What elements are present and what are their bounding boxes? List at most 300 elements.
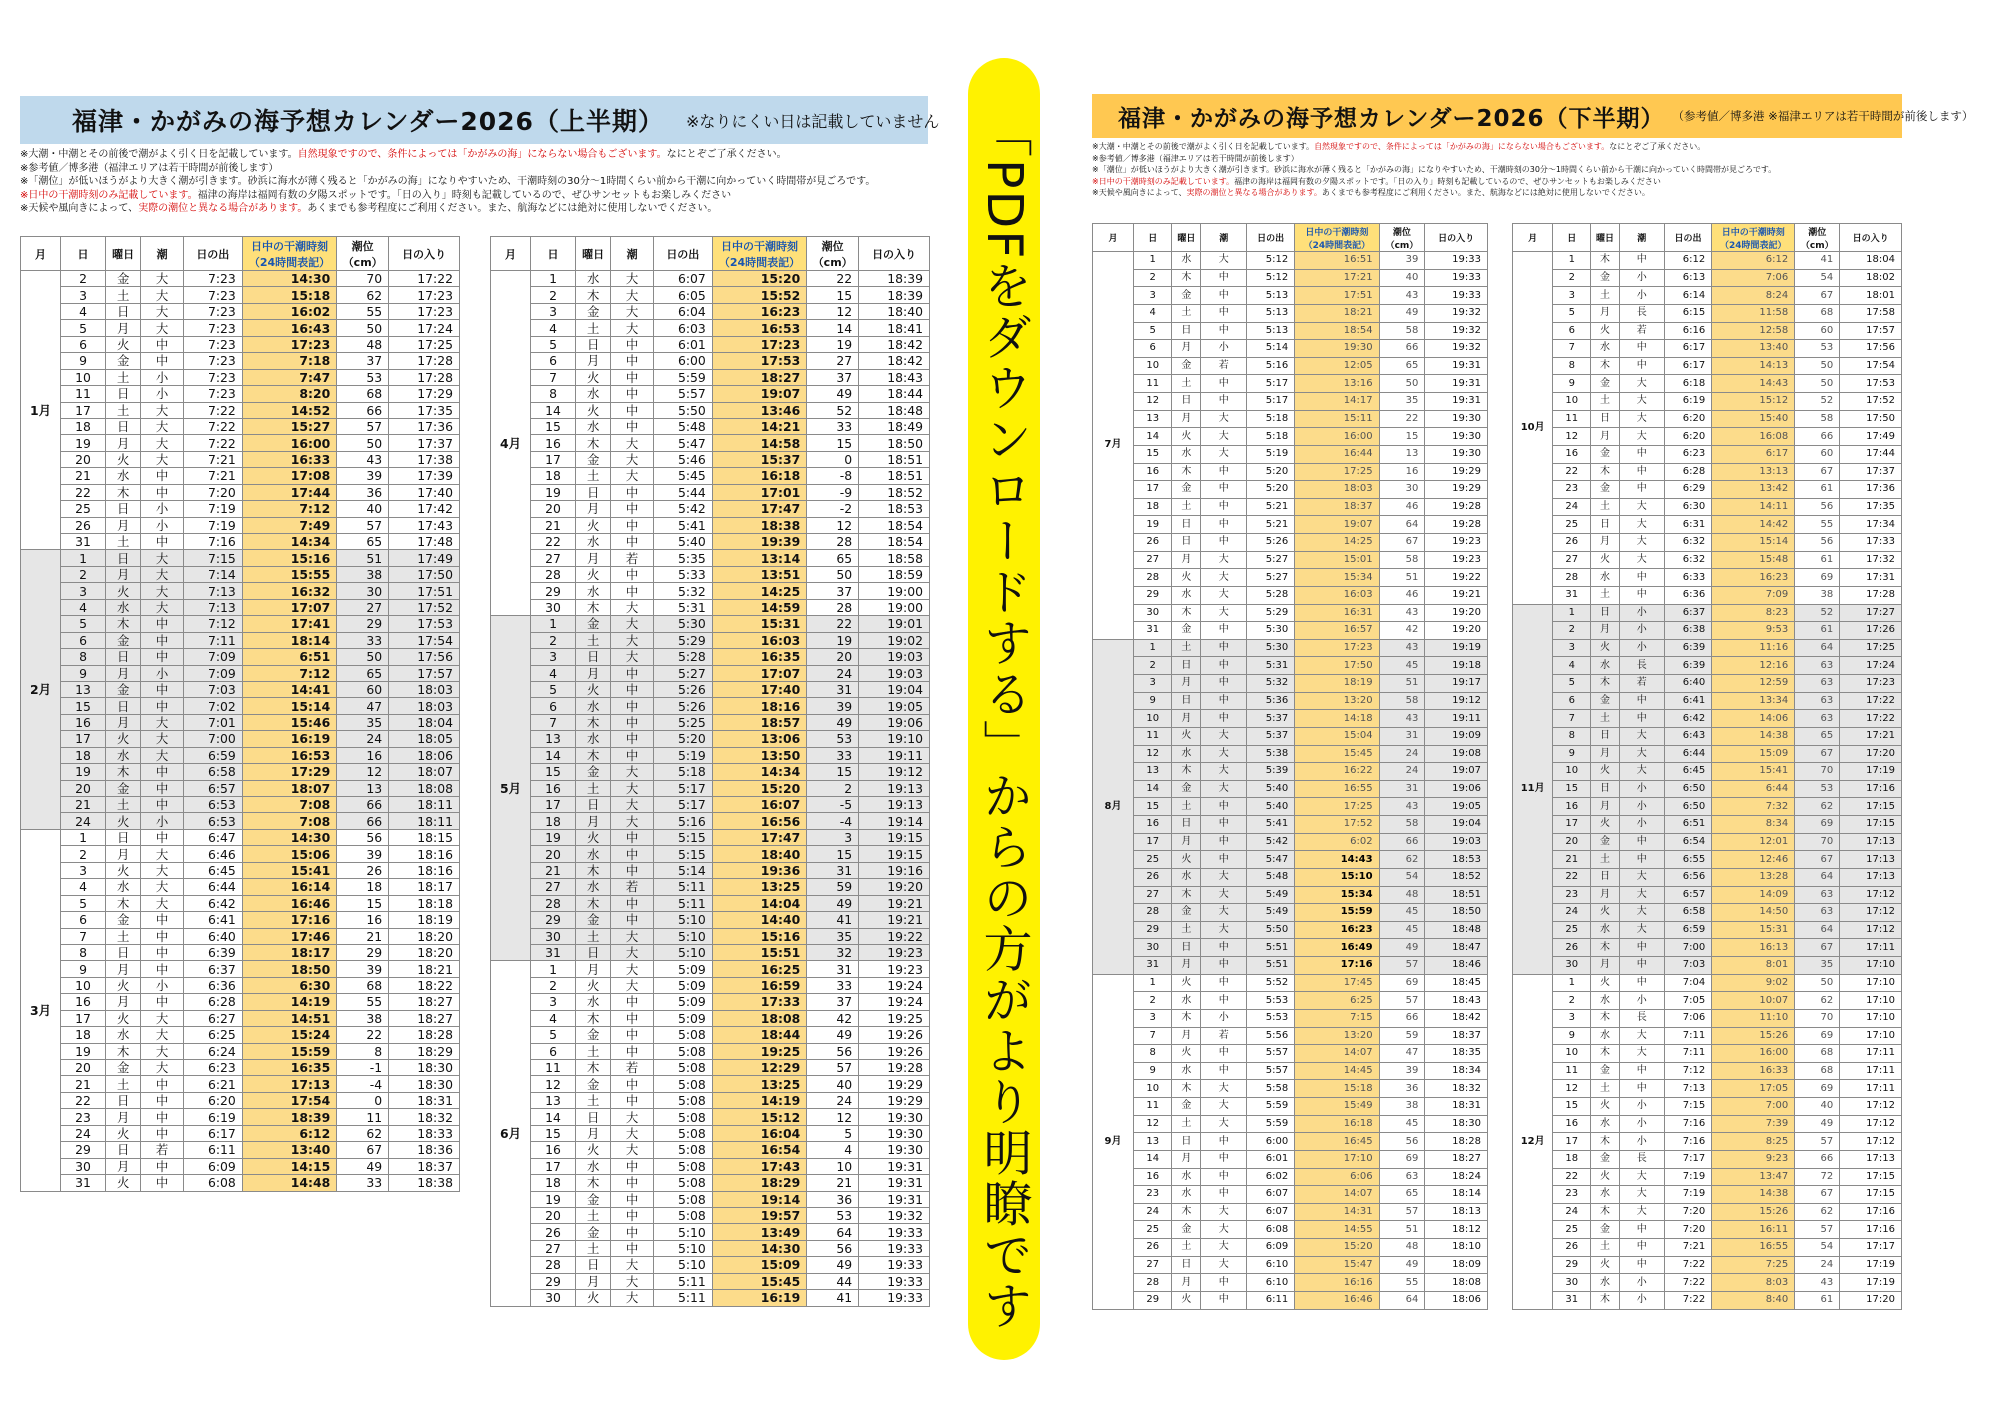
- weekday-cell: 木: [1172, 269, 1201, 287]
- day-cell: 9: [61, 961, 106, 977]
- level-cell: 43: [1795, 1274, 1840, 1292]
- sunset-cell: 19:13: [859, 780, 930, 796]
- tide-cell: 小: [1619, 1291, 1664, 1309]
- weekday-cell: 火: [575, 977, 610, 993]
- lowtide-cell: 19:30: [1295, 340, 1379, 358]
- table-row: [21, 1158, 460, 1174]
- table-row: [21, 303, 460, 319]
- table-row: [491, 928, 930, 944]
- lowtide-cell: 17:05: [1712, 1080, 1795, 1098]
- tide-cell: 中: [1619, 569, 1664, 587]
- sunset-cell: 19:00: [859, 599, 930, 615]
- table-row: [491, 944, 930, 960]
- level-cell: 22: [1379, 410, 1425, 428]
- tide-cell: 大: [141, 583, 183, 599]
- lowtide-cell: 16:44: [1295, 445, 1379, 463]
- table-row: [1513, 1098, 1902, 1116]
- download-pdf-banner[interactable]: [968, 58, 1040, 1360]
- table-row: [491, 649, 930, 665]
- weekday-cell: 木: [1591, 463, 1619, 481]
- weekday-cell: 日: [575, 1257, 610, 1273]
- level-cell: 26: [337, 862, 389, 878]
- day-cell: 7: [61, 928, 106, 944]
- tide-cell: 大: [1619, 745, 1664, 763]
- lowtide-cell: 14:19: [712, 1092, 806, 1108]
- level-cell: -8: [807, 468, 859, 484]
- weekday-cell: 日: [1591, 516, 1619, 534]
- sunrise-cell: 7:15: [1664, 1098, 1711, 1116]
- day-cell: 10: [1133, 710, 1172, 728]
- sunrise-cell: 7:23: [183, 320, 242, 336]
- day-cell: 17: [1133, 481, 1172, 499]
- lowtide-cell: 16:51: [1295, 252, 1379, 270]
- sunrise-cell: 5:30: [653, 616, 712, 632]
- lowtide-cell: 14:38: [1712, 1186, 1795, 1204]
- level-cell: 16: [337, 912, 389, 928]
- table-row: [491, 583, 930, 599]
- lowtide-cell: 15:26: [1712, 1027, 1795, 1045]
- level-cell: 19: [807, 336, 859, 352]
- header-tide: 潮: [1619, 224, 1664, 252]
- sunrise-cell: 7:13: [1664, 1080, 1711, 1098]
- weekday-cell: 火: [105, 1010, 140, 1026]
- sunset-cell: 19:33: [859, 1240, 930, 1256]
- level-cell: 39: [337, 846, 389, 862]
- sunrise-cell: 5:12: [1247, 252, 1295, 270]
- sunset-cell: 18:01: [1840, 287, 1902, 305]
- day-cell: 19: [531, 829, 576, 845]
- table-row: [21, 977, 460, 993]
- level-cell: 55: [1379, 1274, 1425, 1292]
- tide-cell: 大: [611, 616, 653, 632]
- day-cell: 17: [61, 731, 106, 747]
- sunset-cell: 19:12: [859, 764, 930, 780]
- level-cell: 43: [1379, 604, 1425, 622]
- day-cell: 20: [61, 1060, 106, 1076]
- tide-cell: 若: [611, 879, 653, 895]
- sunset-cell: 19:03: [859, 665, 930, 681]
- tide-cell: 中: [1201, 534, 1247, 552]
- level-cell: 20: [807, 649, 859, 665]
- level-cell: 49: [807, 895, 859, 911]
- weekday-cell: 木: [575, 599, 610, 615]
- tide-cell: 中: [1201, 957, 1247, 975]
- sunset-cell: 17:28: [1840, 586, 1902, 604]
- table-row: [1513, 498, 1902, 516]
- table-row: [1513, 974, 1902, 992]
- sunset-cell: 18:28: [389, 1027, 460, 1043]
- day-cell: 24: [61, 1125, 106, 1141]
- lowtide-cell: 16:43: [242, 320, 336, 336]
- level-cell: 61: [1795, 622, 1840, 640]
- weekday-cell: 土: [1172, 1239, 1201, 1257]
- header-level: [337, 237, 389, 271]
- weekday-cell: 水: [1172, 586, 1201, 604]
- weekday-cell: 月: [105, 566, 140, 582]
- tide-cell: 中: [611, 895, 653, 911]
- day-cell: 16: [531, 1142, 576, 1158]
- sunrise-cell: 7:03: [183, 681, 242, 697]
- level-cell: 67: [1795, 851, 1840, 869]
- tide-cell: 大: [1201, 727, 1247, 745]
- weekday-cell: 金: [1591, 1150, 1619, 1168]
- table-row: [21, 566, 460, 582]
- weekday-cell: 日: [1172, 393, 1201, 411]
- sunrise-cell: 6:32: [1664, 534, 1711, 552]
- sunset-cell: 17:12: [1840, 886, 1902, 904]
- tide-cell: 大: [1201, 428, 1247, 446]
- weekday-cell: 土: [575, 780, 610, 796]
- tide-cell: 小: [1619, 798, 1664, 816]
- table-row: [1513, 1027, 1902, 1045]
- weekday-cell: 月: [575, 1273, 610, 1289]
- sunset-cell: 19:20: [859, 879, 930, 895]
- table-row: [491, 846, 930, 862]
- weekday-cell: 土: [105, 287, 140, 303]
- sunrise-cell: 6:58: [183, 764, 242, 780]
- lowtide-cell: 16:11: [1712, 1221, 1795, 1239]
- lowtide-cell: 13:47: [1712, 1168, 1795, 1186]
- day-cell: 30: [1553, 1274, 1591, 1292]
- table-row: [1513, 921, 1902, 939]
- sunrise-cell: 7:20: [183, 484, 242, 500]
- table-row: [21, 928, 460, 944]
- day-cell: 11: [61, 386, 106, 402]
- sunrise-cell: 7:22: [183, 418, 242, 434]
- weekday-cell: 木: [575, 1175, 610, 1191]
- tide-cell: 大: [1619, 921, 1664, 939]
- sunrise-cell: 6:37: [183, 961, 242, 977]
- lowtide-cell: 18:21: [1295, 304, 1379, 322]
- level-cell: 40: [1379, 269, 1425, 287]
- table-row: [1093, 569, 1488, 587]
- tide-cell: 中: [141, 764, 183, 780]
- sunset-cell: 18:36: [389, 1142, 460, 1158]
- lowtide-cell: 17:44: [242, 484, 336, 500]
- weekday-cell: 金: [1591, 269, 1619, 287]
- weekday-cell: 水: [1591, 1027, 1619, 1045]
- sunrise-cell: 6:31: [1664, 516, 1711, 534]
- table-row: [491, 386, 930, 402]
- level-cell: 13: [337, 780, 389, 796]
- table-row: [491, 681, 930, 697]
- note-warning: 実際の潮位と異なる場合があります。: [1186, 188, 1322, 197]
- tide-cell: 中: [1201, 851, 1247, 869]
- tide-cell: 大: [141, 418, 183, 434]
- sunrise-cell: 5:10: [653, 1257, 712, 1273]
- day-cell: 29: [61, 1142, 106, 1158]
- sunrise-cell: 7:23: [183, 287, 242, 303]
- sunset-cell: 18:49: [859, 418, 930, 434]
- table-row: [491, 1010, 930, 1026]
- tide-cell: 中: [141, 484, 183, 500]
- weekday-cell: 金: [1172, 287, 1201, 305]
- table-row: [1093, 1133, 1488, 1151]
- lowtide-cell: 8:40: [1712, 1291, 1795, 1309]
- weekday-cell: 金: [1591, 833, 1619, 851]
- table-row: [1093, 1080, 1488, 1098]
- sunrise-cell: 6:10: [1247, 1256, 1295, 1274]
- day-cell: 11: [1133, 375, 1172, 393]
- sunset-cell: 17:54: [1840, 357, 1902, 375]
- tide-cell: 大: [141, 303, 183, 319]
- weekday-cell: 金: [1172, 780, 1201, 798]
- sunrise-cell: 5:50: [1247, 921, 1295, 939]
- level-cell: 33: [807, 418, 859, 434]
- header-tide: 潮: [1201, 224, 1247, 252]
- table-row: [21, 797, 460, 813]
- right-notes: [1092, 141, 1902, 223]
- tide-cell: 大: [1619, 886, 1664, 904]
- sunset-cell: 17:57: [389, 665, 460, 681]
- tide-cell: 中: [1201, 1150, 1247, 1168]
- lowtide-cell: 13:20: [1295, 692, 1379, 710]
- tide-cell: 大: [611, 1109, 653, 1125]
- tide-cell: 中: [141, 698, 183, 714]
- day-cell: 9: [1133, 1062, 1172, 1080]
- table-row: [1513, 1203, 1902, 1221]
- sunset-cell: 18:34: [1425, 1062, 1488, 1080]
- lowtide-cell: 14:30: [242, 829, 336, 845]
- level-cell: 45: [1379, 1115, 1425, 1133]
- tide-cell: 中: [141, 534, 183, 550]
- lowtide-cell: 14:55: [1295, 1221, 1379, 1239]
- table-row: [491, 1273, 930, 1289]
- level-cell: 37: [807, 994, 859, 1010]
- sunrise-cell: 5:20: [1247, 463, 1295, 481]
- lowtide-cell: 14:48: [242, 1175, 336, 1191]
- sunset-cell: 17:22: [1840, 710, 1902, 728]
- sunset-cell: 17:22: [389, 271, 460, 287]
- table-row: [21, 961, 460, 977]
- lowtide-cell: 15:20: [1295, 1239, 1379, 1257]
- day-cell: 5: [61, 895, 106, 911]
- sunset-cell: 17:57: [1840, 322, 1902, 340]
- table-row: [1513, 992, 1902, 1010]
- lowtide-cell: 16:32: [242, 583, 336, 599]
- tide-cell: 若: [1201, 1027, 1247, 1045]
- day-cell: 15: [61, 698, 106, 714]
- sunrise-cell: 5:11: [653, 1273, 712, 1289]
- lowtide-cell: 14:52: [242, 402, 336, 418]
- tide-cell: 中: [141, 797, 183, 813]
- sunset-cell: 19:22: [1425, 569, 1488, 587]
- weekday-cell: 土: [575, 928, 610, 944]
- level-cell: 57: [337, 418, 389, 434]
- level-cell: 60: [1795, 445, 1840, 463]
- day-cell: 1: [1553, 604, 1591, 622]
- sunset-cell: 18:45: [1425, 974, 1488, 992]
- day-cell: 1: [1553, 974, 1591, 992]
- day-cell: 3: [531, 994, 576, 1010]
- day-cell: 27: [1133, 551, 1172, 569]
- table-row: [1513, 269, 1902, 287]
- weekday-cell: 火: [1591, 551, 1619, 569]
- sunrise-cell: 6:37: [1664, 604, 1711, 622]
- weekday-cell: 金: [105, 353, 140, 369]
- tide-cell: 大: [1201, 1221, 1247, 1239]
- sunrise-cell: 7:11: [1664, 1027, 1711, 1045]
- note-warning: ※日中の干潮時刻のみ記載しています。: [20, 189, 198, 201]
- day-cell: 27: [531, 1240, 576, 1256]
- sunrise-cell: 6:44: [1664, 745, 1711, 763]
- level-cell: -9: [807, 484, 859, 500]
- sunset-cell: 19:30: [1425, 410, 1488, 428]
- level-cell: 50: [337, 435, 389, 451]
- weekday-cell: 土: [1172, 921, 1201, 939]
- level-cell: 12: [337, 764, 389, 780]
- table-row: [491, 764, 930, 780]
- weekday-cell: 月: [105, 435, 140, 451]
- weekday-cell: 木: [1591, 252, 1619, 270]
- table-row: [1513, 1274, 1902, 1292]
- tide-cell: 大: [1201, 252, 1247, 270]
- sunset-cell: 19:33: [1425, 287, 1488, 305]
- tide-cell: 中: [1201, 463, 1247, 481]
- tide-cell: 中: [1201, 287, 1247, 305]
- level-cell: 50: [807, 566, 859, 582]
- day-cell: 24: [1553, 904, 1591, 922]
- level-cell: 4: [807, 1142, 859, 1158]
- table-row: [1513, 375, 1902, 393]
- tide-cell: 大: [611, 764, 653, 780]
- weekday-cell: 土: [1172, 639, 1201, 657]
- level-cell: 40: [1795, 1098, 1840, 1116]
- table-row: [1093, 445, 1488, 463]
- day-cell: 21: [61, 797, 106, 813]
- day-cell: 24: [1553, 498, 1591, 516]
- header-level-title: 潮位: [1392, 227, 1411, 238]
- level-cell: 35: [1795, 957, 1840, 975]
- level-cell: 66: [1379, 340, 1425, 358]
- table-row: [1093, 816, 1488, 834]
- day-cell: 10: [61, 977, 106, 993]
- lowtide-cell: 6:30: [242, 977, 336, 993]
- tide-cell: 中: [611, 862, 653, 878]
- level-cell: 55: [337, 303, 389, 319]
- day-cell: 20: [531, 1207, 576, 1223]
- day-cell: 28: [1133, 569, 1172, 587]
- sunrise-cell: 5:28: [653, 649, 712, 665]
- sunset-cell: 18:07: [389, 764, 460, 780]
- tide-cell: 中: [141, 681, 183, 697]
- day-cell: 1: [531, 271, 576, 287]
- tide-cell: 中: [141, 336, 183, 352]
- weekday-cell: 土: [105, 534, 140, 550]
- note-warning: ※日中の干潮時刻のみ記載しています。: [1092, 176, 1235, 186]
- header-lowtide-title: 日中の干潮時刻: [1305, 227, 1369, 238]
- day-cell: 3: [1553, 1009, 1591, 1027]
- table-row: [491, 1290, 930, 1306]
- tide-cell: 大: [611, 435, 653, 451]
- lowtide-cell: 14:06: [1712, 710, 1795, 728]
- sunrise-cell: 7:13: [183, 599, 242, 615]
- sunset-cell: 17:52: [389, 599, 460, 615]
- day-cell: 18: [1133, 498, 1172, 516]
- sunset-cell: 19:04: [859, 681, 930, 697]
- tide-cell: 大: [141, 566, 183, 582]
- level-cell: 48: [1379, 886, 1425, 904]
- sunset-cell: 18:37: [1425, 1027, 1488, 1045]
- day-cell: 31: [531, 944, 576, 960]
- sunset-cell: 17:10: [1840, 1009, 1902, 1027]
- weekday-cell: 金: [105, 632, 140, 648]
- tide-cell: 小: [1619, 269, 1664, 287]
- day-cell: 17: [531, 797, 576, 813]
- day-cell: 12: [1553, 1080, 1591, 1098]
- sunset-cell: 17:49: [1840, 428, 1902, 446]
- level-cell: 15: [807, 764, 859, 780]
- sunset-cell: 17:39: [389, 468, 460, 484]
- table-row: [491, 1158, 930, 1174]
- sunrise-cell: 7:06: [1664, 1009, 1711, 1027]
- table-row: [21, 895, 460, 911]
- day-cell: 3: [531, 303, 576, 319]
- table-row: [21, 451, 460, 467]
- sunrise-cell: 6:39: [1664, 639, 1711, 657]
- day-cell: 30: [531, 1290, 576, 1306]
- level-cell: 39: [1379, 1062, 1425, 1080]
- sunset-cell: 19:30: [1425, 445, 1488, 463]
- sunrise-cell: 7:05: [1664, 992, 1711, 1010]
- level-cell: 53: [807, 1207, 859, 1223]
- level-cell: 58: [1795, 410, 1840, 428]
- lowtide-cell: 17:23: [712, 336, 806, 352]
- lowtide-cell: 18:14: [242, 632, 336, 648]
- lowtide-cell: 14:41: [242, 681, 336, 697]
- sunset-cell: 18:30: [389, 1060, 460, 1076]
- sunrise-cell: 5:44: [653, 484, 712, 500]
- day-cell: 11: [531, 1060, 576, 1076]
- lowtide-cell: 8:25: [1712, 1133, 1795, 1151]
- weekday-cell: 金: [1591, 1221, 1619, 1239]
- day-cell: 18: [61, 747, 106, 763]
- sunset-cell: 18:51: [859, 468, 930, 484]
- day-cell: 6: [1133, 340, 1172, 358]
- level-cell: 43: [1379, 710, 1425, 728]
- day-cell: 18: [61, 1027, 106, 1043]
- sunset-cell: 17:17: [1840, 1239, 1902, 1257]
- lowtide-cell: 8:01: [1712, 957, 1795, 975]
- sunset-cell: 17:37: [389, 435, 460, 451]
- table-row: [491, 599, 930, 615]
- header-lowtide-title: 日中の干潮時刻: [721, 239, 799, 253]
- lowtide-cell: 16:00: [242, 435, 336, 451]
- header-sunset: 日の入り: [1840, 224, 1902, 252]
- day-cell: 2: [531, 977, 576, 993]
- month-cell: 11月: [1513, 604, 1553, 974]
- day-cell: 4: [531, 665, 576, 681]
- lowtide-cell: 9:53: [1712, 622, 1795, 640]
- sunrise-cell: 5:48: [653, 418, 712, 434]
- lowtide-cell: 12:16: [1712, 657, 1795, 675]
- lowtide-cell: 7:08: [242, 797, 336, 813]
- sunset-cell: 19:10: [859, 731, 930, 747]
- lowtide-cell: 15:12: [712, 1109, 806, 1125]
- weekday-cell: 月: [105, 517, 140, 533]
- lowtide-cell: 17:23: [242, 336, 336, 352]
- lowtide-cell: 12:46: [1712, 851, 1795, 869]
- sunrise-cell: 5:10: [653, 1224, 712, 1240]
- sunset-cell: 19:21: [859, 912, 930, 928]
- sunset-cell: 18:06: [389, 747, 460, 763]
- sunrise-cell: 5:10: [653, 944, 712, 960]
- note-warning: 自然現象ですので、条件によっては「かがみの海」にならない場合もございます。: [297, 149, 667, 160]
- sunrise-cell: 7:09: [183, 649, 242, 665]
- lowtide-cell: 18:57: [712, 714, 806, 730]
- weekday-cell: 木: [1591, 1009, 1619, 1027]
- month-cell: 4月: [491, 271, 531, 616]
